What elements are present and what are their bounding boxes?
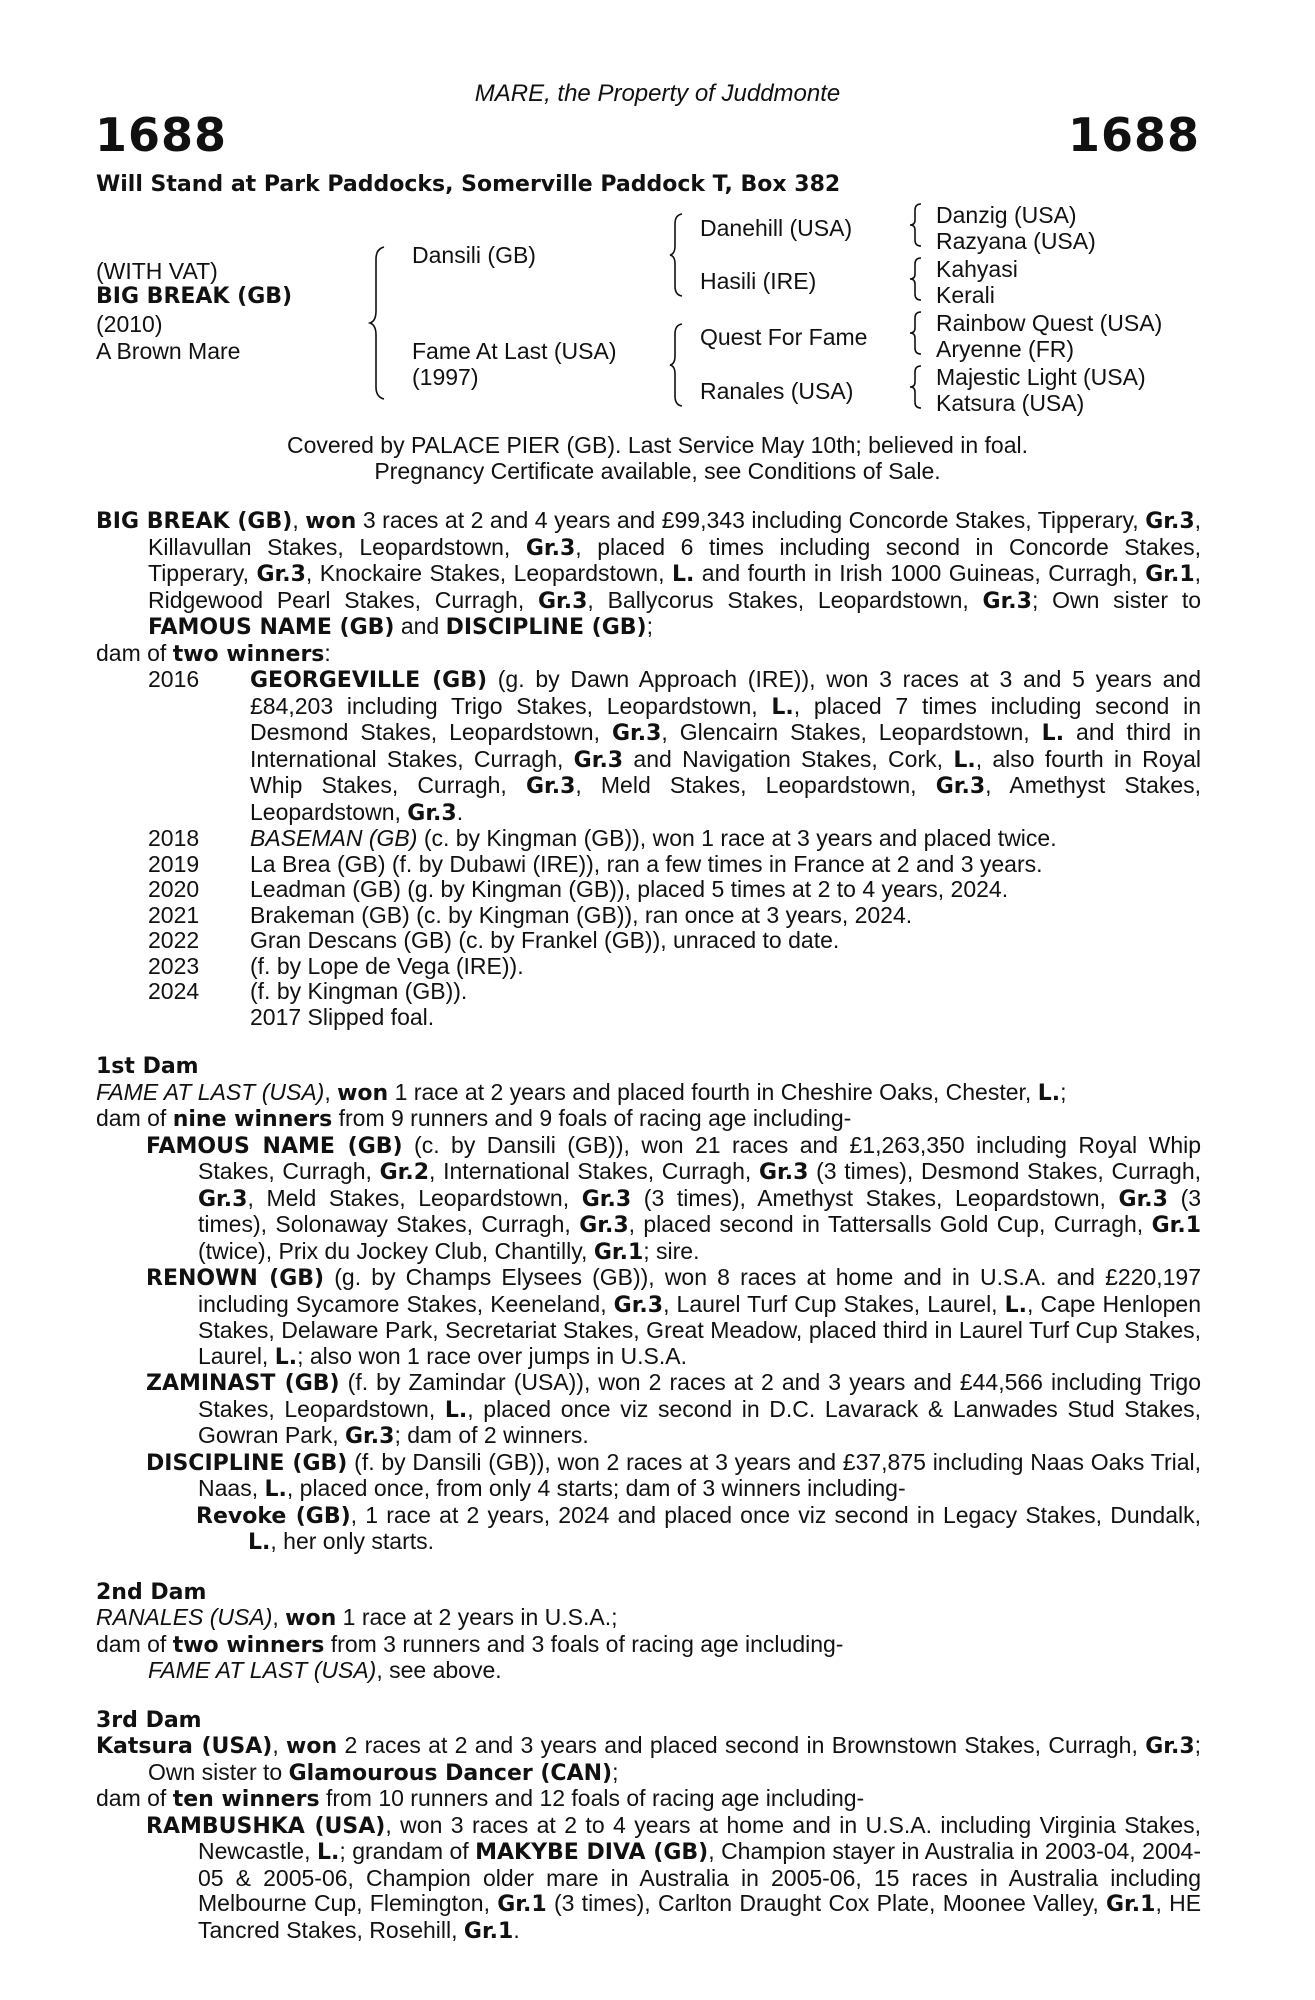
covered-line-1: Covered by PALACE PIER (GB). Last Service May 10th; believed in foal. [286,432,1029,458]
produce-2019: 2019 La Brea (GB) (f. by Dubawi (IRE)), ran a few times in France at 2 and 3 years. [148,850,1043,877]
sire: Dansili (GB) [412,242,536,268]
third-dam-record: Katsura (USA), won 2 races at 2 and 3 years and placed second in Brownstown Stakes, Curragh, Gr.3; Own sister to Glamourous Dancer (CAN); [96,1732,1202,1786]
third-dam-produce: dam of ten winners from 10 runners and 12 foals of racing age including- [96,1785,865,1812]
horse-record: BIG BREAK (GB), won 3 races at 2 and 4 years and £99,343 including Concorde Stakes, Tipperary, Gr.3, Killavullan Stakes, Leopardstown, Gr.3, placed 6 times including second in Concorde Stakes, Tipperary, Gr.3, Knockaire Stakes, Leopardstown, L. and fourth in Irish 1000 Guineas, Curragh, Gr.1, Ridgewood Pearl Stakes, Curragh, Gr.3, Ballycorus Stakes, Leopardstown, Gr.3; Own sister to FAMOUS NAME (GB) and DISCIPLINE (GB); [96,507,1202,640]
produce-2021: 2021 Brakeman (GB) (c. by Kingman (GB)), ran once at 3 years, 2024. [148,901,913,928]
brace-sd [908,256,924,302]
sire-sire-dam: Razyana (USA) [936,228,1096,254]
pedigree-brace-dam [668,322,686,407]
dam-sire-dam: Aryenne (FR) [936,336,1075,362]
lot-number-right: 1688 [1067,108,1200,162]
discipline-entry: DISCIPLINE (GB) (f. by Dansili (GB)), won 2 races at 3 years and £37,875 including Naas Oaks Trial, Naas, L., placed once, from only 4 starts; dam of 3 winners including- [146,1448,1201,1502]
second-dam-ref: FAME AT LAST (USA), see above. [148,1657,502,1683]
covered-line-2: Pregnancy Certificate available, see Conditions of Sale. [374,458,941,484]
first-dam-record: FAME AT LAST (USA), won 1 race at 2 years and placed fourth in Cheshire Oaks, Chester, L.; [96,1078,1067,1106]
dam: Fame At Last (USA) [412,338,617,364]
zaminast-entry: ZAMINAST (GB) (f. by Zamindar (USA)), won 2 races at 2 and 3 years and £44,566 including Trigo Stakes, Leopardstown, L., placed once viz second in D.C. Lavarack & Lanwades Stud Stakes, Gowran Park, Gr.3; dam of 2 winners. [146,1369,1202,1449]
heading-2nd-dam: 2nd Dam [96,1579,207,1605]
brace-ds [908,310,924,356]
sire-sire: Danehill (USA) [700,215,853,241]
produce-2023: 2023 (f. by Lope de Vega (IRE)). [148,952,524,979]
produce-2022: 2022 Gran Descans (GB) (c. by Frankel (GB)), unraced to date. [148,927,840,953]
horse-description: A Brown Mare [96,338,241,364]
brace-dd [908,364,924,410]
produce-2024: 2024 (f. by Kingman (GB)). [148,978,468,1004]
second-dam-record: RANALES (USA), won 1 race at 2 years in U.S.A.; [96,1604,618,1631]
produce-2016: 2016 GEORGEVILLE (GB) (g. by Dawn Approach (IRE)), won 3 races at 3 and 5 years and £84,203 including Trigo Stakes, Leopardstown, L., placed 7 times including second in Desmond Stakes, Leopardstown, Gr.3, Glencairn Stakes, Leopardstown, L. and third in International Stakes, Curragh, Gr.3 and Navigation Stakes, Cork, L., also fourth in Royal Whip Stakes, Curragh, Gr.3, Meld Stakes, Leopardstown, Gr.3, Amethyst Stakes, Leopardstown, Gr.3. [148,666,1202,826]
dam-year: (1997) [412,364,479,390]
vat-label: (WITH VAT) [96,258,218,284]
dam-sire-sire: Rainbow Quest (USA) [936,310,1163,336]
renown-entry: RENOWN (GB) (g. by Champs Elysees (GB)), won 8 races at home and in U.S.A. and £220,197 including Sycamore Stakes, Keeneland, Gr.3, Laurel Turf Cup Stakes, Laurel, L., Cape Henlopen Stakes, Delaware Park, Secretariat Stakes, Great Meadow, placed third in Laurel Turf Cup Stakes, Laurel, L.; also won 1 race over jumps in U.S.A. [146,1264,1202,1370]
rambushka-entry: RAMBUSHKA (USA), won 3 races at 2 to 4 years at home and in U.S.A. including Virginia Stakes, Newcastle, L.; grandam of MAKYBE DIVA (GB), Champion stayer in Australia in 2003-04, 2004-05 & 2005-06, Champion older mare in Australia in 2005-06, 15 races in Australia including Melbourne Cup, Flemington, Gr.1 (3 times), Carlton Draught Cox Plate, Moonee Valley, Gr.1, HE Tancred Stakes, Rosehill, Gr.1. [146,1811,1202,1944]
lot-subtitle: MARE, the Property of Juddmonte [474,80,841,107]
famous-name-entry: FAMOUS NAME (GB) (c. by Dansili (GB)), won 21 races and £1,263,350 including Royal Whip Stakes, Curragh, Gr.2, International Stakes, Curragh, Gr.3 (3 times), Desmond Stakes, Curragh, Gr.3, Meld Stakes, Leopardstown, Gr.3 (3 times), Amethyst Stakes, Leopardstown, Gr.3 (3 times), Solonaway Stakes, Curragh, Gr.3, placed second in Tattersalls Gold Cup, Curragh, Gr.1 (twice), Prix du Jockey Club, Chantilly, Gr.1; sire. [146,1131,1202,1265]
produce-2018: 2018 BASEMAN (GB) (c. by Kingman (GB)), won 1 race at 3 years and placed twice. [148,825,1057,851]
sire-dam-dam: Kerali [936,282,995,308]
produce-intro: dam of two winners: [96,639,331,667]
revoke-entry: Revoke (GB), 1 race at 2 years, 2024 and placed once viz second in Legacy Stakes, Dundalk, L., her only starts. [196,1501,1201,1555]
heading-1st-dam: 1st Dam [96,1054,199,1079]
horse-year: (2010) [96,311,163,337]
lot-number-left: 1688 [95,108,228,162]
first-dam-produce: dam of nine winners from 9 runners and 9 foals of racing age including- [96,1105,852,1132]
horse-name: BIG BREAK (GB) [96,284,293,309]
sire-dam-sire: Kahyasi [936,256,1018,282]
second-dam-produce: dam of two winners from 3 runners and 3 foals of racing age including- [96,1630,844,1658]
heading-3rd-dam: 3rd Dam [96,1707,202,1733]
stand-location: Will Stand at Park Paddocks, Somerville Paddock T, Box 382 [96,172,841,197]
pedigree-brace-sire [668,212,686,297]
produce-2020: 2020 Leadman (GB) (g. by Kingman (GB)), placed 5 times at 2 to 4 years, 2024. [148,876,1009,902]
produce-2017: 2017 Slipped foal. [250,1003,435,1030]
brace-ss [908,202,924,248]
dam-dam-dam: Katsura (USA) [936,390,1085,416]
pedigree-brace-main [368,245,388,400]
covered-note [0,432,1315,484]
sire-dam: Hasili (IRE) [700,268,817,294]
horse-name-ref: BIG BREAK (GB) [96,509,293,534]
dam-dam: Ranales (USA) [700,378,854,404]
sire-sire-sire: Danzig (USA) [936,202,1077,228]
dam-sire: Quest For Fame [700,324,868,350]
dam-dam-sire: Majestic Light (USA) [936,364,1146,390]
catalogue-body [96,508,1201,1944]
